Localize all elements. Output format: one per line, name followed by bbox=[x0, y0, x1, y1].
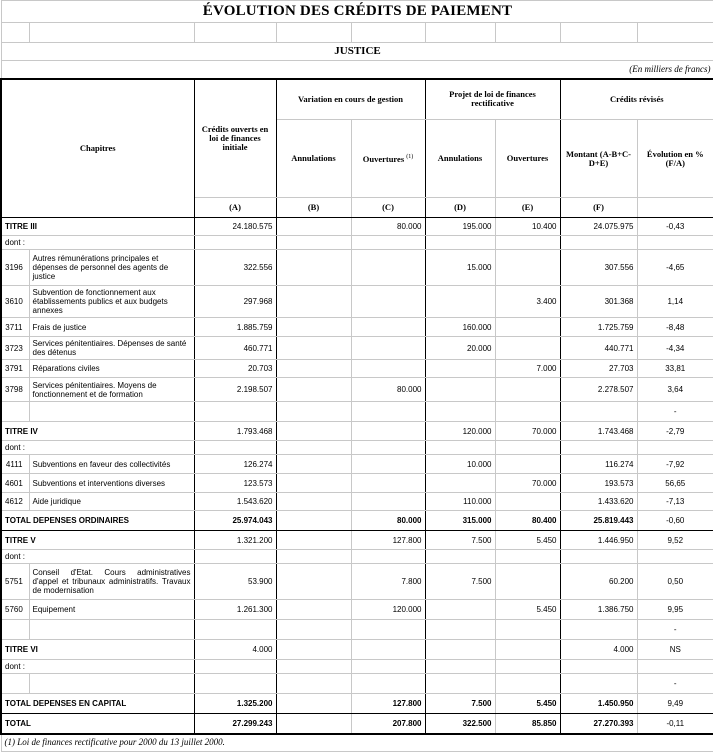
header-annulations-d: Annulations bbox=[425, 120, 495, 198]
col-label-d: (D) bbox=[425, 198, 495, 218]
table-row: 5751 Conseil d'Etat. Cours administratives d'appel et tribunaux administratifs. Travaux de modernisation 53.900 7.800 7.500 60.200 0,50 bbox=[1, 564, 713, 600]
header-evolution: Évolution en % (F/A) bbox=[637, 120, 713, 198]
header-variation: Variation en cours de gestion bbox=[276, 79, 425, 120]
table-row: TITRE V 1.321.200 127.800 7.500 5.450 1.446.950 9,52 bbox=[1, 531, 713, 550]
table-row: 3610 Subvention de fonctionnement aux établissements publics et aux budgets annexes 297.968 3.400 301.368 1,14 bbox=[1, 286, 713, 318]
table-row: 4601 Subventions et interventions diverses 123.573 70.000 193.573 56,65 bbox=[1, 474, 713, 493]
table-row: 3798 Services pénitentiaires. Moyens de fonctionnement et de formation 2.198.507 80.000 2.278.507 3,64 bbox=[1, 378, 713, 402]
ministry-title: JUSTICE bbox=[1, 43, 713, 61]
header-annulations-b: Annulations bbox=[276, 120, 351, 198]
table-row: dont : bbox=[1, 660, 713, 674]
table-row-total: TOTAL DEPENSES ORDINAIRES 25.974.043 80.000 315.000 80.400 25.819.443 -0,60 bbox=[1, 511, 713, 531]
table-row: - bbox=[1, 674, 713, 694]
header-ouvertures-c: Ouvertures $^{(1)}$ bbox=[351, 120, 425, 198]
table-row: TITRE III 24.180.575 80.000 195.000 10.400 24.075.975 -0,43 bbox=[1, 218, 713, 236]
table-row: 3791 Réparations civiles 20.703 7.000 27.703 33,81 bbox=[1, 360, 713, 378]
unit-note: (En milliers de francs) bbox=[1, 61, 713, 79]
col-label-b: (B) bbox=[276, 198, 351, 218]
col-label-a: (A) bbox=[194, 198, 276, 218]
table-row-total: TOTAL DEPENSES EN CAPITAL 1.325.200 127.800 7.500 5.450 1.450.950 9,49 bbox=[1, 694, 713, 714]
table-row: - bbox=[1, 620, 713, 640]
table-row-grand-total: TOTAL 27.299.243 207.800 322.500 85.850 27.270.393 -0,11 bbox=[1, 714, 713, 734]
header-credits-revises: Crédits révisés bbox=[560, 79, 713, 120]
table-row: dont : bbox=[1, 550, 713, 564]
header-montant: Montant (A-B+C-D+E) bbox=[560, 120, 637, 198]
col-label-c: (C) bbox=[351, 198, 425, 218]
table-row: dont : bbox=[1, 441, 713, 455]
footnote: (1) Loi de finances rectificative pour 2000 du 13 juillet 2000. bbox=[1, 734, 713, 752]
col-label-f: (F) bbox=[560, 198, 637, 218]
table-row: 5760 Equipement 1.261.300 120.000 5.450 1.386.750 9,95 bbox=[1, 600, 713, 620]
header-credits-ouverts: Crédits ouverts en loi de finances initiale bbox=[194, 79, 276, 198]
col-label-e: (E) bbox=[495, 198, 560, 218]
header-chapitres: Chapitres bbox=[1, 79, 194, 218]
table-row: 4612 Aide juridique 1.543.620 110.000 1.433.620 -7,13 bbox=[1, 493, 713, 511]
col-label-pct bbox=[637, 198, 713, 218]
table-row: 3196 Autres rémunérations principales et dépenses de personnel des agents de justice 322.556 15.000 307.556 -4,65 bbox=[1, 250, 713, 286]
table-row: 4111 Subventions en faveur des collectivités 126.274 10.000 116.274 -7,92 bbox=[1, 455, 713, 474]
header-projet: Projet de loi de finances rectificative bbox=[425, 79, 560, 120]
table-row: 3723 Services pénitentiaires. Dépenses de santé des détenus 460.771 20.000 440.771 -4,34 bbox=[1, 337, 713, 360]
table-row: TITRE VI 4.000 4.000 NS bbox=[1, 640, 713, 660]
table-row: - bbox=[1, 402, 713, 422]
table-row: TITRE IV 1.793.468 120.000 70.000 1.743.468 -2,79 bbox=[1, 422, 713, 441]
table-row: dont : bbox=[1, 236, 713, 250]
table-row: 3711 Frais de justice 1.885.759 160.000 1.725.759 -8,48 bbox=[1, 318, 713, 337]
page-title: ÉVOLUTION DES CRÉDITS DE PAIEMENT bbox=[1, 1, 713, 23]
header-ouvertures-e: Ouvertures bbox=[495, 120, 560, 198]
